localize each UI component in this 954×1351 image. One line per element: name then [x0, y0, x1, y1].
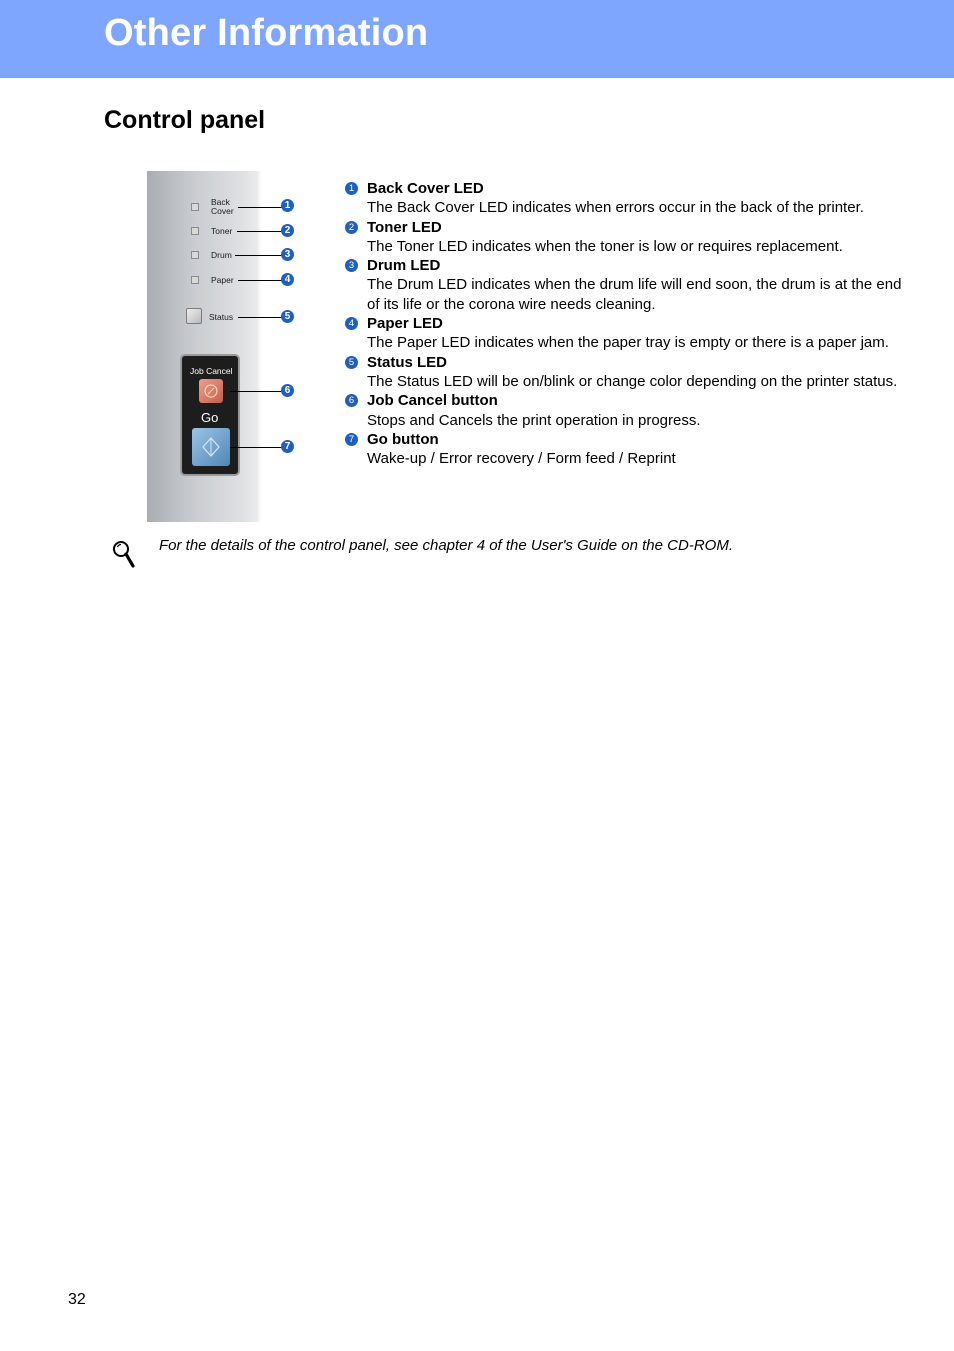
- toner-label: Toner: [211, 226, 233, 236]
- leader-line: [235, 255, 282, 256]
- item-description: The Drum LED indicates when the drum life will end soon, the drum is at the end of its life or the corona wire needs cleaning.: [367, 276, 902, 313]
- item-number: 2: [345, 221, 358, 234]
- page-title: Other Information: [104, 12, 429, 54]
- list-item: [345, 353, 905, 392]
- list-item: [345, 256, 905, 314]
- back-cover-label: Back Cover: [211, 197, 234, 216]
- button-block: [180, 354, 240, 476]
- callout-1: 1: [281, 199, 294, 212]
- description-list: [345, 179, 905, 468]
- paper-label: Paper: [211, 275, 234, 285]
- status-led: [186, 308, 202, 324]
- item-description: The Toner LED indicates when the toner is low or requires replacement.: [367, 237, 843, 255]
- cancel-icon: [199, 379, 223, 403]
- list-item: [345, 430, 905, 469]
- callout-2: 2: [281, 224, 294, 237]
- item-title: Back Cover LED: [367, 180, 484, 197]
- callout-6: 6: [281, 384, 294, 397]
- item-number: 3: [345, 259, 358, 272]
- note-text: For the details of the control panel, see chapter 4 of the User's Guide on the CD-ROM.: [159, 537, 733, 554]
- item-description: The Status LED will be on/blink or change color depending on the printer status.: [367, 372, 898, 390]
- toner-led: [191, 227, 199, 235]
- callout-4: 4: [281, 273, 294, 286]
- header-banner: [0, 0, 954, 78]
- callout-7: 7: [281, 440, 294, 453]
- list-item: [345, 179, 905, 218]
- leader-line: [238, 207, 282, 208]
- item-title: Go button: [367, 430, 439, 448]
- drum-led: [191, 251, 199, 259]
- item-number: 1: [345, 182, 358, 195]
- item-title: Job Cancel button: [367, 392, 498, 410]
- back-cover-led: [191, 203, 199, 211]
- magnifier-icon: [111, 539, 137, 571]
- item-number: 4: [345, 317, 358, 330]
- callout-5: 5: [281, 310, 294, 323]
- item-description: The Back Cover LED indicates when errors occur in the back of the printer.: [367, 199, 864, 217]
- callout-3: 3: [281, 248, 294, 261]
- diamond-icon: [192, 428, 230, 466]
- leader-line: [230, 391, 282, 392]
- page-number: 32: [68, 1291, 86, 1308]
- leader-line: [237, 231, 282, 232]
- item-title: Paper LED: [367, 315, 443, 333]
- job-cancel-button: [199, 379, 223, 403]
- job-cancel-label: Job Cancel: [190, 366, 233, 376]
- panel-edge: [258, 171, 262, 522]
- item-description: Stops and Cancels the print operation in progress.: [367, 411, 701, 429]
- list-item: [345, 391, 905, 430]
- item-description: The Paper LED indicates when the paper tray is empty or there is a paper jam.: [367, 334, 889, 352]
- leader-line: [230, 447, 282, 448]
- paper-led: [191, 276, 199, 284]
- section-title: Control panel: [104, 106, 266, 134]
- item-title: Drum LED: [367, 257, 441, 275]
- item-number: 6: [345, 394, 358, 407]
- status-label: Status: [209, 312, 234, 322]
- list-item: [345, 218, 905, 257]
- go-label: Go: [201, 410, 219, 425]
- item-number: 5: [345, 356, 358, 369]
- item-title: Toner LED: [367, 218, 442, 236]
- go-button: [192, 428, 230, 466]
- item-description: Wake-up / Error recovery / Form feed / Reprint: [367, 450, 676, 468]
- item-title: Status LED: [367, 353, 448, 371]
- leader-line: [238, 280, 282, 281]
- drum-label: Drum: [211, 250, 232, 260]
- list-item: [345, 314, 905, 353]
- leader-line: [238, 317, 282, 318]
- item-number: 7: [345, 433, 358, 446]
